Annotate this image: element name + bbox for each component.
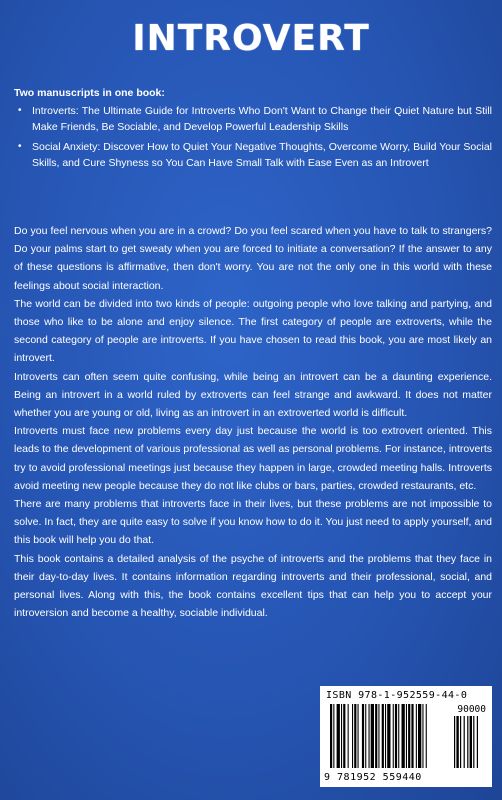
paragraph: This book contains a detailed analysis of the psyche of introverts and the problems that they face in their day-to-day lives. It contains information regarding introverts and their professional, social, and personal lives. Along with this, the book contains excellent tips that can help you to accept your introversion and become a healthy, sociable individual.: [14, 552, 492, 620]
paragraph: There are many problems that introverts face in their lives, but these problems are not impossible to solve. In fact, they are quite easy to solve if you know how to do it. You just need to apply yourself, and this book will help you do that.: [14, 498, 492, 547]
bullet-icon: •: [18, 141, 22, 152]
isbn-number: ISBN 978-1-952559-44-0: [326, 690, 468, 701]
manuscript-title: Social Anxiety: Discover How to Quiet Your Negative Thoughts, Overcome Worry, Build Your Social Skills, and Cure Shyness so You Can Have Small Talk with Ease Even as an Introvert: [32, 141, 492, 169]
manuscripts-section: [14, 87, 492, 175]
ean-digits: 9 781952 559440: [324, 772, 422, 783]
list-item: [14, 103, 492, 135]
description: [14, 222, 492, 622]
barcode-bars-icon: [330, 704, 480, 772]
bullet-icon: •: [18, 105, 22, 116]
paragraph: Do you feel nervous when you are in a crowd? Do you feel scared when you have to talk to strangers? Do your palms start to get sweaty when you are forced to initiate a conversation? If the answer to any of these questions is affirmative, then don't worry. You are not the only one in this world with these feelings about social interaction.: [14, 225, 492, 292]
manuscript-title: Introverts: The Ultimate Guide for Introverts Who Don't Want to Change their Quiet Nature but Still Make Friends, Be Sociable, and Develop Powerful Leadership Skills: [32, 105, 492, 133]
manuscripts-heading: Two manuscripts in one book:: [14, 87, 165, 99]
list-item: [14, 139, 492, 171]
price-code: 90000: [457, 704, 486, 715]
manuscripts-list: [14, 103, 492, 171]
book-title: INTROVERT: [132, 18, 370, 59]
paragraph: Introverts can often seem quite confusing, while being an introvert can be a daunting experience. Being an introvert in a world ruled by extroverts can feel strange and awkward. It does not matter whether you are young or old, living as an introvert in an extroverted world is difficult.: [14, 370, 492, 420]
isbn-barcode: [320, 686, 492, 787]
paragraph: The world can be divided into two kinds of people: outgoing people who love talking and partying, and those who like to be alone and enjoy silence. The first category of people are extroverts, while the second category of people are introverts. If you have chosen to read this book, you are most likely an introvert.: [14, 297, 492, 365]
paragraph: Introverts must face new problems every day just because the world is too extrovert oriented. This leads to the development of various professional as well as personal problems. For instance, introverts try to avoid professional meetings just because they happen in large, crowded meeting halls. Introverts avoid meeting new people because they do not like clubs or bars, parties, crowded restaurants, etc.: [14, 425, 492, 492]
